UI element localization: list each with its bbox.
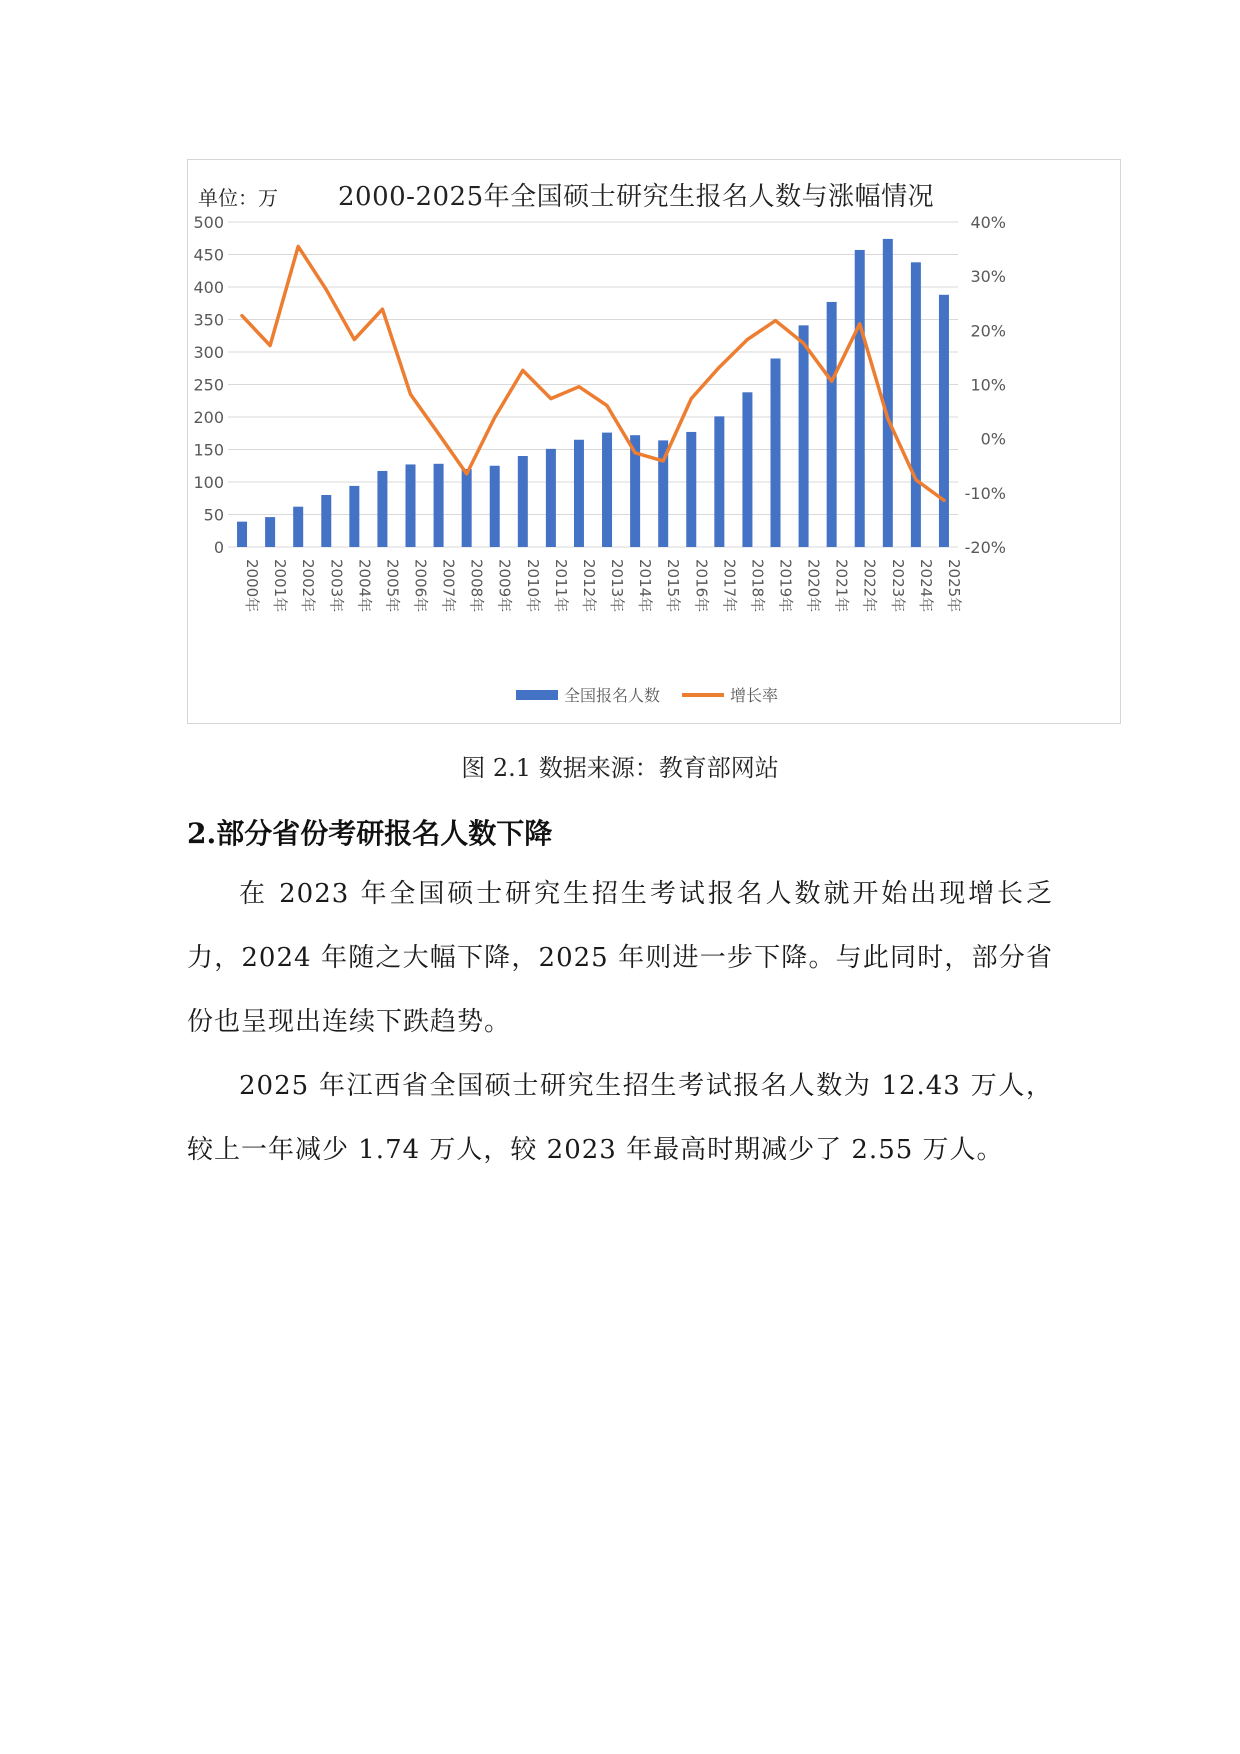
x-tick-label: 2004年 [355,559,374,613]
chart-legend [516,686,778,705]
bar [855,250,865,547]
x-tick-label: 2010年 [523,559,542,613]
x-tick-label: 2011年 [551,559,570,613]
bar [742,392,752,547]
right-tick-label: 10% [970,375,1006,395]
chart-container [187,159,1121,724]
x-tick-label: 2008年 [467,559,486,613]
x-axis-ticks [243,559,963,612]
x-tick-label: 2025年 [944,559,963,613]
x-tick-label: 2002年 [299,559,318,613]
paragraph: 2025 年江西省全国硕士研究生招生考试报名人数为 12.43 万人，较上一年减少 1.74 万人，较 2023 年最高时期减少了 2.55 万人。 [187,1071,1053,1165]
left-tick-label: 250 [193,375,224,395]
bar [406,464,416,547]
x-tick-label: 2023年 [888,559,907,613]
x-tick-label: 2021年 [832,559,851,613]
right-tick-label: 0% [980,429,1006,449]
bar [237,522,247,547]
legend-label-growth: 增长率 [730,686,779,705]
bar [799,325,809,547]
right-axis-ticks [965,213,1006,557]
bar [518,456,528,547]
bar [911,262,921,547]
x-tick-label: 2000年 [243,559,262,613]
right-tick-label: -10% [964,483,1006,503]
x-tick-label: 2015年 [664,559,683,613]
bar [349,486,359,547]
x-tick-label: 2003年 [327,559,346,613]
left-tick-label: 50 [203,505,224,525]
line-series [242,246,944,500]
chart-title: 2000-2025年全国硕士研究生报名人数与涨幅情况 [338,182,935,212]
left-tick-label: 100 [193,473,224,492]
left-tick-label: 400 [193,278,224,297]
x-tick-label: 2016年 [692,559,711,613]
bar [293,507,303,547]
left-tick-label: 500 [193,213,224,232]
x-tick-label: 2006年 [411,559,430,613]
right-tick-label: 30% [970,267,1006,287]
x-tick-label: 2018年 [748,559,767,613]
x-tick-label: 2012年 [579,559,598,613]
x-tick-label: 2013年 [608,559,627,613]
chart-unit-label: 单位：万 [198,186,278,210]
x-tick-label: 2007年 [439,559,458,613]
bar [546,449,556,547]
bar [462,469,472,547]
left-tick-label: 200 [193,408,224,427]
right-tick-label: 20% [970,321,1006,341]
right-tick-label: -20% [964,538,1006,557]
bar [490,466,500,547]
bar [686,432,696,547]
bar [714,416,724,547]
left-tick-label: 300 [193,343,224,362]
bar [377,471,387,547]
left-tick-label: 150 [193,440,224,460]
paragraph: 在 2023 年全国硕士研究生招生考试报名人数就开始出现增长乏力，2024 年随之大幅下降，2025 年则进一步下降。与此同时，部分省份也呈现出连续下跌趋势。 [187,879,1053,1037]
left-tick-label: 350 [193,310,224,330]
bar [939,295,949,547]
x-tick-label: 2014年 [636,559,655,613]
x-tick-label: 2009年 [495,559,514,613]
figure-caption: 图 2.1 数据来源：教育部网站 [461,754,779,782]
x-tick-label: 2001年 [271,559,290,613]
bar [883,239,893,547]
left-tick-label: 450 [193,245,224,265]
left-axis-ticks [193,213,224,557]
x-tick-label: 2020年 [804,559,823,613]
bar [574,440,584,547]
x-tick-label: 2019年 [776,559,795,613]
bar [602,433,612,547]
bar-series [237,239,949,547]
legend-bar-swatch [516,690,558,700]
growth-line [242,246,944,500]
bar [434,464,444,547]
bar [265,517,275,547]
combo-chart [188,160,1120,723]
x-tick-label: 2024年 [916,559,935,613]
left-tick-label: 0 [213,538,224,557]
bar [771,359,781,548]
legend-label-applicants: 全国报名人数 [564,686,661,705]
x-tick-label: 2022年 [860,559,879,613]
x-tick-label: 2017年 [720,559,739,613]
x-tick-label: 2005年 [383,559,402,613]
grid-lines [228,222,958,547]
section-heading: 2.部分省份考研报名人数下降 [187,817,553,850]
right-tick-label: 40% [970,213,1006,232]
bar [321,495,331,547]
bar [827,302,837,547]
